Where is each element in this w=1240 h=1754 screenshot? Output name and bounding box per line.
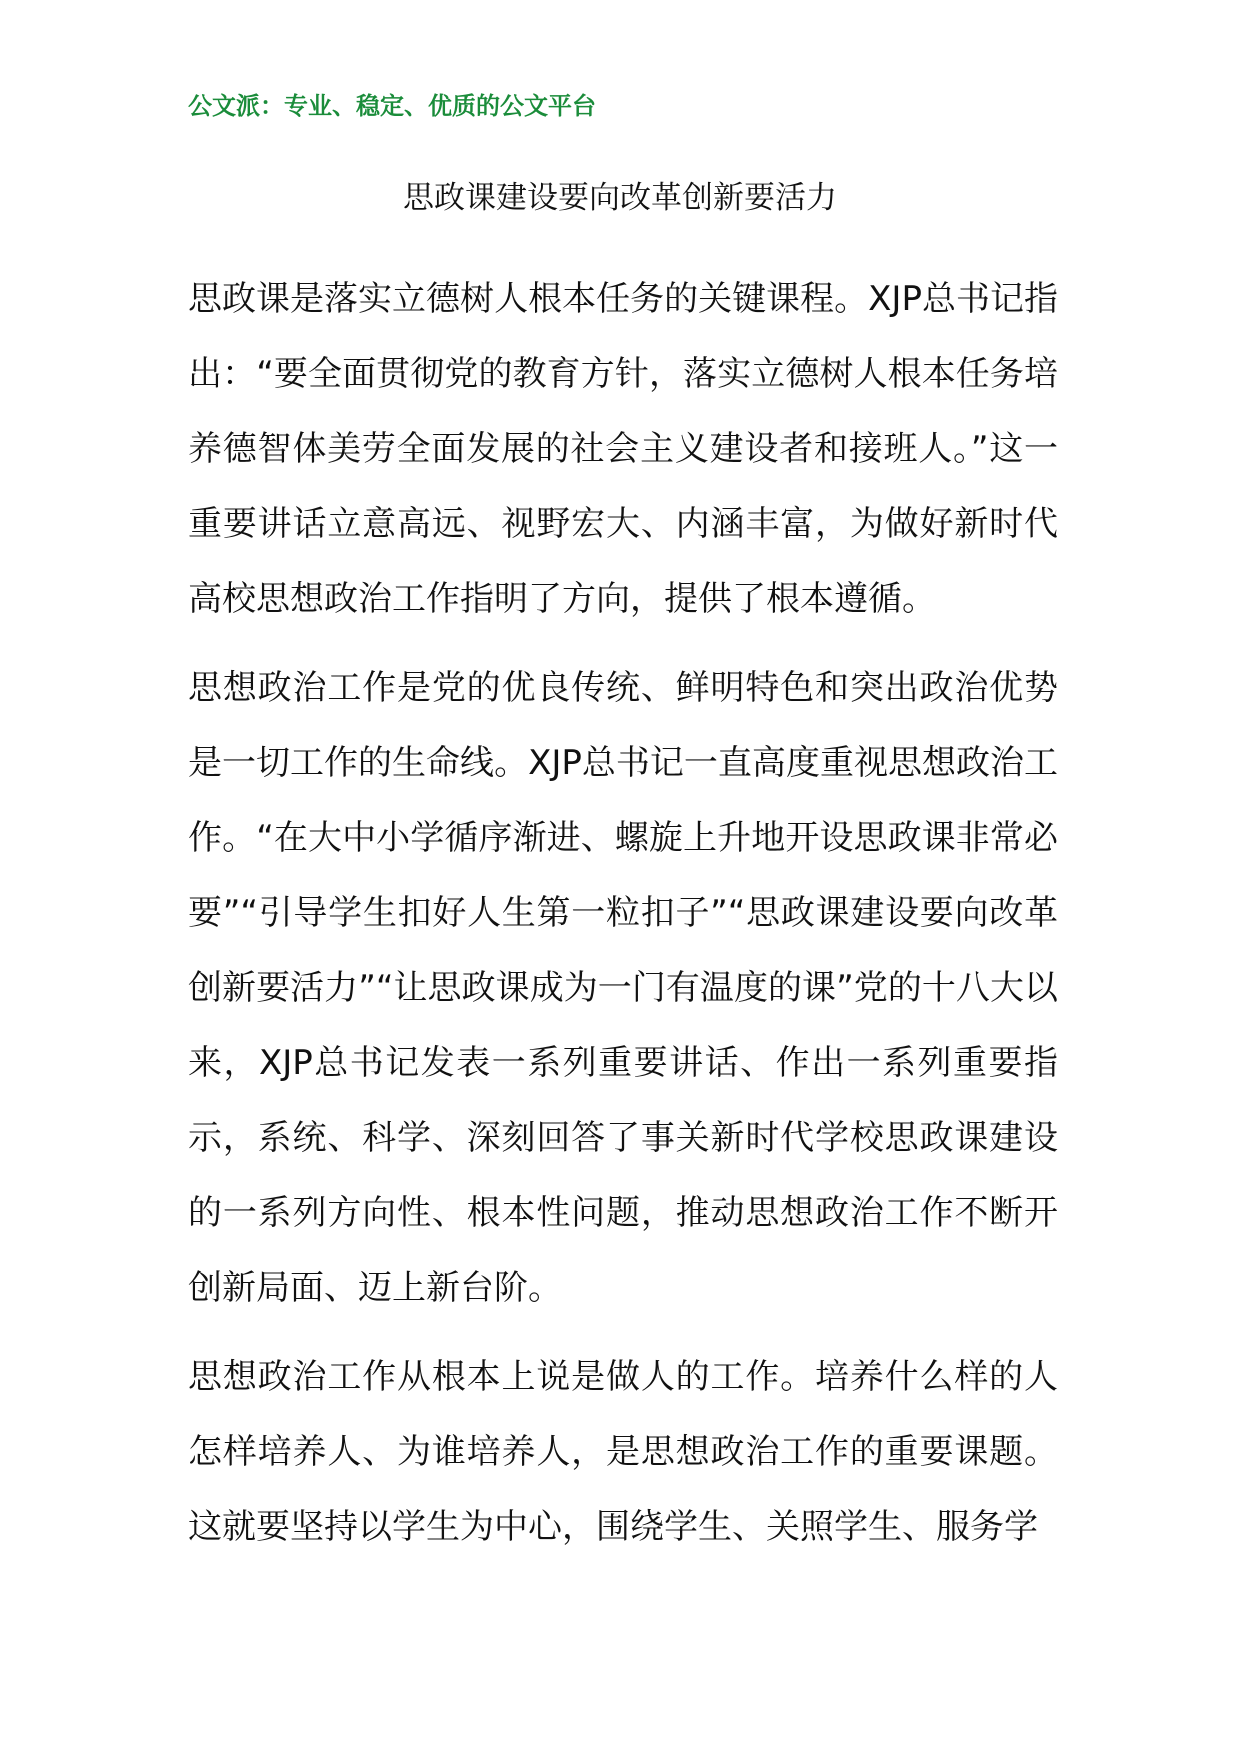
page-title: 思政课建设要向改革创新要活力: [403, 180, 837, 216]
paragraph-2: 思想政治工作是党的优良传统、鲜明特色和突出政治优势是一切工作的生命线。XJP总书记一直高度重视思想政治工作。“在大中小学循序渐进、螺旋上升地开设思政课非常必要”“引导学生扣好人生第一粒扣子”“思政课建设要向改革创新要活力”“让思政课成为一门有温度的课”党的十八大以来，XJP总书记发表一系列重要讲话、作出一系列重要指示，系统、科学、深刻回答了事关新时代学校思政课建设的一系列方向性、根本性问题，推动思想政治工作不断开创新局面、迈上新台阶。: [188, 668, 1058, 1308]
site-header-text: 公文派：专业、稳定、优质的公文平台: [188, 91, 596, 120]
document-body: [188, 262, 1058, 1579]
paragraph-3: 思想政治工作从根本上说是做人的工作。培养什么样的人怎样培养人、为谁培养人，是思想政治工作的重要课题。这就要坚持以学生为中心，围绕学生、关照学生、服务学: [188, 1357, 1058, 1547]
paragraph-1: 思政课是落实立德树人根本任务的关键课程。XJP总书记指出：“要全面贯彻党的教育方针，落实立德树人根本任务培养德智体美劳全面发展的社会主义建设者和接班人。”这一重要讲话立意高远、视野宏大、内涵丰富，为做好新时代高校思想政治工作指明了方向，提供了根本遵循。: [188, 279, 1058, 619]
